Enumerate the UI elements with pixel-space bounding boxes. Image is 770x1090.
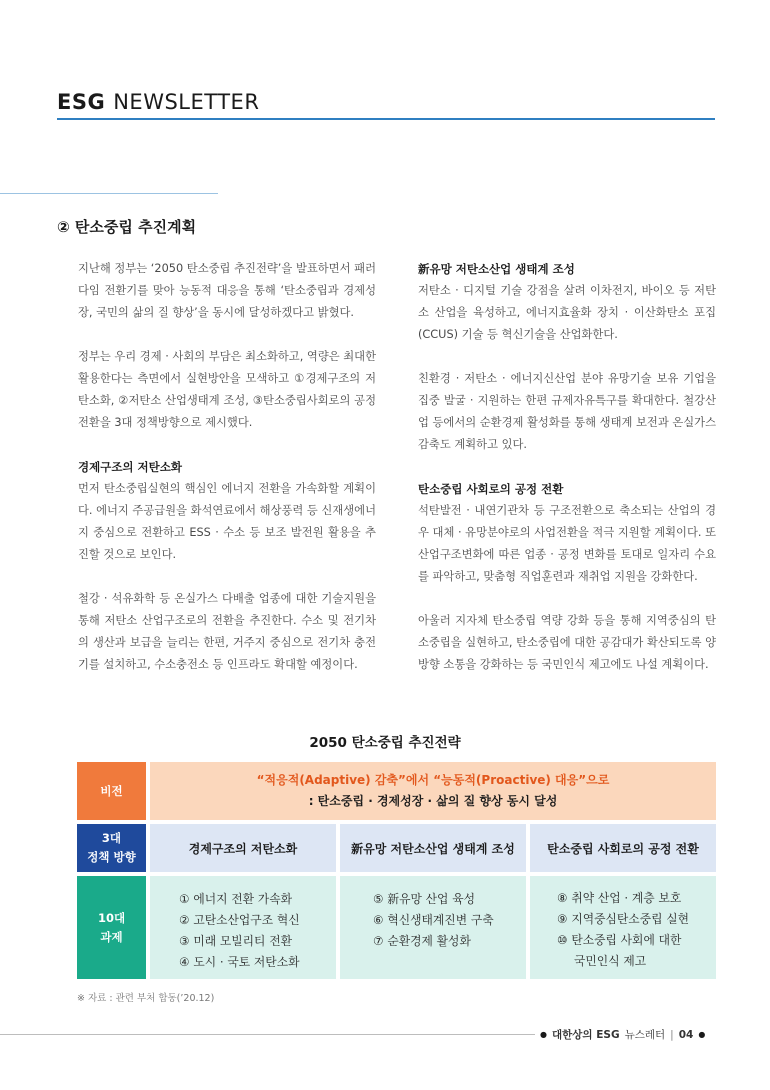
- task-item: ② 고탄소산업구조 혁신: [179, 913, 300, 927]
- footer-divider: [0, 1034, 535, 1035]
- tasks-label: [77, 876, 146, 979]
- right-subheading-1: 新유망 저탄소산업 생태계 조성: [418, 262, 575, 276]
- task-item: ⑤ 新유망 산업 육성: [373, 892, 475, 906]
- left-paragraph-3: 먼저 탄소중립실현의 핵심인 에너지 전환을 가속화할 계획이다. 에너지 주공급원을 화석연료에서 해상풍력 등 신재생에너지 중심으로 전환하고 ESS · 수소 등 보조 발전원 활용을 추진할 것으로 보인다.: [78, 482, 376, 561]
- right-paragraph-4: 아울러 지자체 탄소중립 역량 강화 등을 통해 지역중심의 탄소중립을 실현하고, 탄소중립에 대한 공감대가 확산되도록 양방향 소통을 강화하는 등 국민인식 제고에도 나설 계획이다.: [418, 614, 716, 671]
- vision-subtitle: : 탄소중립 · 경제성장 · 삶의 질 향상 동시 달성: [308, 794, 558, 808]
- tasks-column-1: [150, 876, 336, 979]
- policy-label-line2: 정책 방향: [87, 850, 136, 864]
- task-item: ⑩ 탄소중립 사회에 대한: [557, 933, 682, 947]
- bullet-icon: ●: [698, 1030, 706, 1039]
- footer-separator: |: [670, 1028, 674, 1041]
- task-item: ① 에너지 전환 가속화: [179, 892, 292, 906]
- task-item: ④ 도시 · 국토 저탄소화: [179, 955, 300, 969]
- vision-box: [150, 762, 716, 820]
- tasks-column-2: [340, 876, 526, 979]
- vision-label: 비전: [77, 762, 146, 820]
- page-footer: [540, 1027, 705, 1042]
- task-item: 국민인식 제고: [574, 954, 647, 968]
- newsletter-header: [57, 90, 259, 114]
- right-paragraph-2: 친환경 · 저탄소 · 에너지신산업 분야 유망기술 보유 기업을 집중 발굴 · 지원하는 한편 규제자유특구를 확대한다. 철강산업 등에서의 순환경제 활성화를 통해 생태계 보전과 온실가스 감축도 계획하고 있다.: [418, 372, 716, 451]
- policy-label: [77, 824, 146, 872]
- left-paragraph-2: 정부는 우리 경제 · 사회의 부담은 최소화하고, 역량은 최대한 활용한다는 측면에서 실현방안을 모색하고 ①경제구조의 저탄소화, ②저탄소 산업생태계 조성, ③탄소중립사회로의 공정전환을 3대 정책방향으로 제시했다.: [78, 350, 376, 429]
- section-divider: [0, 193, 218, 194]
- header-divider: [57, 118, 715, 120]
- footer-suffix: 뉴스레터: [624, 1029, 666, 1041]
- task-item: ⑥ 혁신생태계진변 구축: [373, 913, 494, 927]
- right-paragraph-1: 저탄소 · 디지털 기술 강점을 살려 이차전지, 바이오 등 저탄소 산업을 육성하고, 에너지효율화 장치 · 이산화탄소 포집(CCUS) 기술 등 혁신기술을 산업화한다.: [418, 284, 716, 341]
- header-brand: ESG: [57, 90, 106, 114]
- footer-brand: 대한상의 ESG: [551, 1029, 620, 1041]
- policy-direction: 新유망 저탄소산업 생태계 조성: [340, 824, 526, 872]
- task-item: ⑨ 지역중심탄소중립 실현: [557, 912, 690, 926]
- vision-statement: “적응적(Adaptive) 감축”에서 “능동적(Proactive) 대응”으로: [256, 773, 610, 787]
- header-title: NEWSLETTER: [113, 90, 260, 114]
- policy-label-line1: 3대: [101, 831, 122, 845]
- tasks-label-line2: 과제: [100, 929, 123, 944]
- section-title: ② 탄소중립 추진계획: [57, 218, 197, 236]
- page-number: 04: [678, 1028, 694, 1041]
- tasks-label-line1: 10대: [97, 910, 126, 925]
- left-paragraph-1: 지난해 정부는 ‘2050 탄소중립 추진전략’을 발표하면서 패러다임 전환기를 맞아 능동적 대응을 통해 ‘탄소중립과 경제성장, 국민의 삶의 질 향상’을 동시에 달성하겠다고 밝혔다.: [78, 262, 376, 319]
- bullet-icon: ●: [540, 1030, 547, 1039]
- tasks-column-3: [530, 876, 716, 979]
- task-item: ⑧ 취약 산업 · 계층 보호: [557, 891, 682, 905]
- source-note: ※ 자료 : 관련 부처 합동(’20.12): [77, 993, 215, 1004]
- right-subheading-2: 탄소중립 사회로의 공정 전환: [418, 482, 564, 496]
- policy-direction: 경제구조의 저탄소화: [150, 824, 336, 872]
- task-item: ③ 미래 모빌리티 전환: [179, 934, 292, 948]
- left-paragraph-4: 철강 · 석유화학 등 온실가스 다배출 업종에 대한 기술지원을 통해 저탄소 산업구조로의 전환을 추진한다. 수소 및 전기차의 생산과 보급을 늘리는 한편, 거주지 중심으로 전기차 충전기를 설치하고, 수소충전소 등 인프라도 확대할 예정이다.: [78, 592, 376, 671]
- left-column: [78, 258, 376, 676]
- right-paragraph-3: 석탄발전 · 내연기관차 등 구조전환으로 축소되는 산업의 경우 대체 · 유망분야로의 사업전환을 적극 지원할 계획이다. 또 산업구조변화에 따른 업종 · 공정 변화를 토대로 일자리 수요를 파악하고, 맞춤형 직업훈련과 재취업 지원을 강화한다.: [418, 504, 716, 583]
- left-subheading-1: 경제구조의 저탄소화: [78, 460, 182, 474]
- policy-direction: 탄소중립 사회로의 공정 전환: [530, 824, 716, 872]
- strategy-table-title: 2050 탄소중립 추진전략: [309, 735, 461, 751]
- task-item: ⑦ 순환경제 활성화: [373, 934, 471, 948]
- right-column: [418, 258, 716, 676]
